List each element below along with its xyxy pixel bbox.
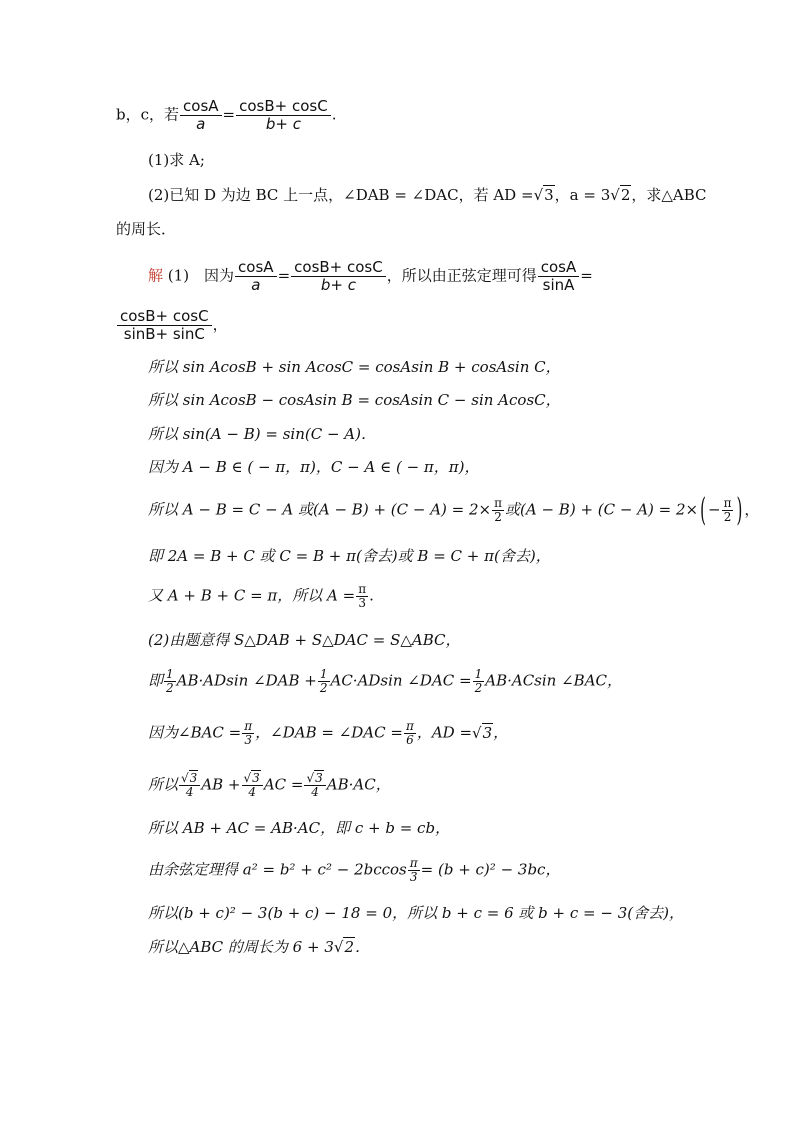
text-segment: 所以 A − B = C − A 或(A − B) + (C − A) = 2×	[148, 500, 492, 519]
equals-sign: =	[222, 105, 236, 124]
equals-sign: =	[580, 266, 593, 285]
fraction-cosB-cosC-over-sinB-sinC	[117, 308, 212, 343]
text-segment: 又 A + B + C = π，所以 A =	[148, 586, 356, 605]
denominator: 4	[311, 785, 319, 799]
sqrt-2: √2	[610, 186, 631, 204]
denominator: b+ c	[265, 115, 301, 133]
text-segment: (2)已知 D 为边 BC 上一点，∠DAB = ∠DAC，若 AD =	[148, 186, 534, 204]
problem-condition-line	[116, 98, 336, 133]
solution-line-15: 所以(b + c)² − 3(b + c) − 18 = 0，所以 b + c = 6 或 b + c = − 3(舍去)，	[148, 904, 684, 922]
solution-line-3: 所以 sin AcosB + sin AcosC = cosAsin B + cosAsin C，	[148, 358, 561, 376]
text-segment: 因为∠BAC =	[148, 723, 242, 742]
numerator: π	[405, 719, 414, 733]
equals-sign: =	[277, 266, 291, 285]
numerator: cosA	[180, 98, 222, 116]
solution-line-16	[148, 937, 370, 957]
solution-line-7	[148, 490, 760, 529]
comma: ，	[212, 315, 228, 334]
denominator: sinA	[542, 276, 575, 294]
text-segment: ，∠DAB = ∠DAC =	[255, 723, 403, 742]
fraction-pi-over-3	[408, 857, 420, 884]
text-segment: AB·ACsin ∠BAC，	[485, 671, 623, 690]
fraction-sqrt3-over-4	[304, 772, 325, 799]
solution-marker: 解	[148, 266, 164, 285]
denominator: a	[251, 276, 261, 294]
fraction-cosB-cosC-over-b-c	[236, 98, 331, 133]
fraction-pi-over-3	[356, 583, 368, 610]
solution-line-8: 即 2A = B + C 或 C = B + π(舍去)或 B = C + π(舍去)，	[148, 547, 551, 565]
text-segment: ，AD =	[416, 723, 473, 742]
denominator: b+ c	[320, 276, 356, 294]
text-segment: 所以	[148, 775, 179, 794]
numerator: cosB+ cosC	[291, 259, 386, 277]
denominator: 2	[319, 681, 328, 695]
text-segment: = (b + c)² − 3bc，	[420, 860, 561, 879]
fraction-1-over-2	[318, 668, 330, 695]
radicand: 3	[544, 186, 554, 204]
text-segment: b，c，若	[116, 105, 180, 124]
numerator: π	[244, 719, 253, 733]
text-segment: ，所以由正弦定理可得	[386, 266, 537, 285]
text-segment: 所以△ABC 的周长为 6 + 3	[148, 938, 334, 956]
numerator: √3	[304, 772, 325, 786]
text-segment: AC =	[263, 775, 304, 794]
denominator: 6	[406, 733, 414, 747]
fraction-pi-over-2	[492, 497, 504, 524]
sqrt-3: √3	[472, 723, 493, 742]
numerator: π	[494, 496, 503, 510]
denominator: 4	[185, 785, 194, 799]
fraction-cosA-over-a	[180, 98, 222, 133]
fraction-sqrt3-over-4	[179, 772, 200, 799]
solution-line-9: 又 A + B + C = π，所以 A = $\frac{\pi}{3}$ .	[148, 582, 374, 610]
denominator: 2	[474, 681, 483, 695]
question-1: (1)求 A;	[148, 151, 205, 169]
fraction-pi-over-6	[404, 720, 416, 747]
solution-line-1	[148, 259, 593, 294]
denominator: 4	[248, 785, 256, 799]
minus-sign: −	[707, 500, 721, 519]
numerator: √3	[179, 772, 200, 786]
denominator: 2	[166, 681, 174, 695]
text-segment: AB·AC，	[326, 775, 391, 794]
radicand: 3	[252, 771, 260, 785]
sqrt-2: √2	[333, 938, 354, 956]
radicand: 2	[620, 186, 631, 204]
radicand: 3	[315, 771, 323, 785]
text-segment: ，a = 3	[554, 186, 611, 204]
text-segment: AB·ADsin ∠DAB +	[176, 671, 317, 690]
solution-line-4: 所以 sin AcosB − cosAsin B = cosAsin C − sin AcosC，	[148, 391, 561, 409]
denominator: 2	[723, 510, 732, 524]
denominator: 3	[244, 733, 253, 747]
fraction-cosB-cosC-over-b-c	[291, 259, 386, 294]
solution-line-10	[148, 668, 622, 695]
numerator: cosA	[235, 259, 277, 277]
numerator: cosB+ cosC	[117, 308, 212, 326]
fraction-1-over-2	[164, 668, 176, 695]
text-segment: 即	[148, 671, 164, 690]
text-segment: AC·ADsin ∠DAC =	[330, 671, 472, 690]
solution-line-12	[148, 772, 391, 799]
solution-line-14	[148, 857, 560, 884]
numerator: π	[723, 496, 732, 510]
left-paren: (	[700, 490, 706, 529]
denominator: 3	[409, 870, 418, 884]
denominator: 2	[494, 510, 502, 524]
comma: ，	[744, 500, 760, 519]
text-segment: ，求△ABC	[631, 186, 707, 204]
solution-line-5: 所以 sin(A − B) = sin(C − A)．	[148, 425, 376, 443]
radicand: 2	[344, 938, 354, 956]
fraction-sqrt3-over-4	[242, 772, 263, 799]
solution-line-6: 因为 A − B ∈ ( − π，π)，C − A ∈ ( − π，π)，	[148, 458, 480, 476]
solution-line-11	[148, 720, 508, 747]
sqrt-3: √3	[533, 186, 554, 204]
denominator: sinB+ sinC	[123, 325, 205, 343]
radicand: 3	[482, 723, 493, 742]
fraction-pi-over-2	[722, 497, 734, 524]
text-segment: ，	[493, 723, 509, 742]
solution-line-13: 所以 AB + AC = AB·AC，即 c + b = cb，	[148, 819, 451, 837]
text-segment: AB +	[201, 775, 241, 794]
question-2-continued: 的周长．	[116, 220, 177, 238]
radicand: 3	[189, 771, 198, 785]
period: ．	[354, 938, 370, 956]
question-2	[148, 185, 707, 205]
numerator: π	[358, 582, 367, 596]
text-segment: 或(A − B) + (C − A) = 2×	[505, 500, 699, 519]
denominator: 3	[358, 596, 366, 610]
fraction-cosA-over-sinA	[538, 259, 580, 294]
numerator: 1	[166, 667, 174, 681]
fraction-pi-over-3	[242, 720, 254, 747]
fraction-1-over-2	[473, 668, 485, 695]
text-segment: (1) 因为	[167, 266, 235, 285]
denominator: a	[196, 115, 206, 133]
period: .	[331, 105, 337, 124]
numerator: cosB+ cosC	[236, 98, 331, 116]
right-paren: )	[736, 490, 743, 529]
numerator: 1	[474, 667, 483, 681]
solution-part-2: (2)由题意得 S△DAB + S△DAC = S△ABC，	[148, 631, 461, 649]
fraction-cosA-over-a	[235, 259, 277, 294]
solution-line-2	[116, 308, 228, 343]
text-segment: 由余弦定理得 a² = b² + c² − 2bccos	[148, 860, 407, 879]
numerator: cosA	[538, 259, 580, 277]
numerator: π	[409, 856, 418, 870]
numerator: 1	[319, 667, 328, 681]
numerator: √3	[242, 772, 263, 786]
